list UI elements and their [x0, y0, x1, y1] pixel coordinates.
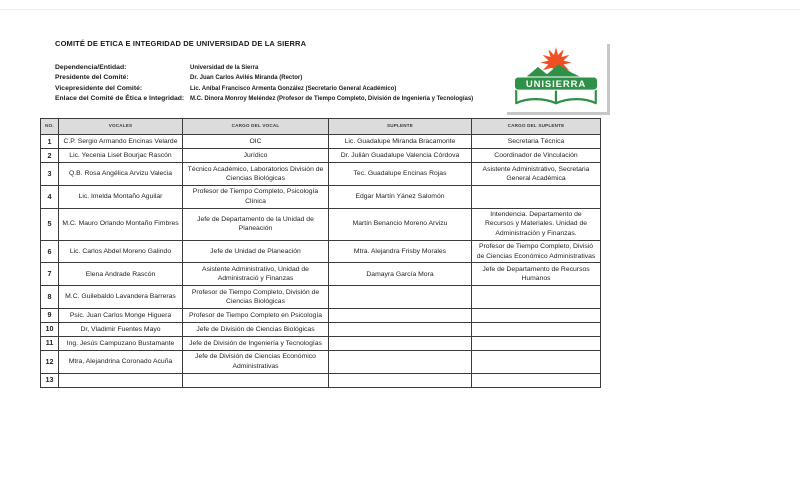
- committee-table-body: [41, 135, 601, 388]
- row-number-cell: 12: [41, 350, 59, 373]
- row-number-cell: 9: [41, 308, 59, 322]
- vocal-cell: Mtra, Alejandrina Coronado Acuña: [59, 350, 183, 373]
- suplente-cell: Martín Benancio Moreno Arvizu: [329, 208, 472, 240]
- unisierra-logo: [504, 41, 607, 112]
- table-row: [41, 322, 601, 336]
- suplente-cell: Tec. Guadalupe Encinas Rojas: [329, 163, 472, 186]
- cargo-suplente-cell: [472, 286, 601, 309]
- cargo-suplente-cell: [472, 185, 601, 208]
- row-number-cell: 13: [41, 373, 59, 387]
- cargo-vocal-cell: [183, 373, 329, 387]
- cargo-suplente-cell: Profesor de Tiempo Completo, Divisió de Ciencias Económico Administrativas: [472, 240, 601, 263]
- info-row-dependencia: [55, 64, 473, 71]
- suplente-cell: Dr. Julián Guadalupe Valencia Córdova: [329, 149, 472, 163]
- page-break-rule: [0, 9, 800, 10]
- row-number-cell: 11: [41, 336, 59, 350]
- cargo-vocal-cell: Jefe de División de Ciencias Económico Administrativas: [183, 350, 329, 373]
- cargo-vocal-cell: Asistente Administrativo, Unidad de Administració y Finanzas: [183, 263, 329, 286]
- cargo-vocal-cell: OIC: [183, 135, 329, 149]
- table-row: [41, 350, 601, 373]
- table-row: [41, 185, 601, 208]
- suplente-cell: Edgar Martín Yánez Salomón: [329, 185, 472, 208]
- table-row: [41, 208, 601, 240]
- committee-info-block: [55, 64, 473, 106]
- cargo-vocal-cell: Jefe de Unidad de Planeación: [183, 240, 329, 263]
- row-number-cell: 4: [41, 185, 59, 208]
- unisierra-logo-art: [509, 45, 603, 109]
- row-number-cell: 3: [41, 163, 59, 186]
- cargo-suplente-cell: [472, 308, 601, 322]
- table-row: [41, 135, 601, 149]
- cargo-suplente-cell: [472, 322, 601, 336]
- info-value: Universidad de la Sierra: [190, 65, 259, 71]
- header-vocales: VOCALES: [59, 119, 183, 135]
- info-row-enlace: [55, 95, 473, 102]
- table-row: [41, 336, 601, 350]
- table-row: [41, 240, 601, 263]
- header-cargo-suplente: CARGO DEL SUPLENTE: [472, 119, 601, 135]
- cargo-suplente-cell: Intendencia. Departamento de Recursos y Materiales. Unidad de Administración y Finanzas.: [472, 208, 601, 240]
- row-number-cell: 10: [41, 322, 59, 336]
- vocal-cell: Dr, Vladimir Fuentes Mayo: [59, 322, 183, 336]
- cargo-vocal-cell: Jurídico: [183, 149, 329, 163]
- cargo-vocal-cell: Profesor de Tiempo Completo, Psicología Clínica: [183, 185, 329, 208]
- vocal-cell: [59, 373, 183, 387]
- row-number-cell: 1: [41, 135, 59, 149]
- suplente-cell: Mtra. Alejandra Frisby Morales: [329, 240, 472, 263]
- suplente-cell: Damayra García Mora: [329, 263, 472, 286]
- cargo-vocal-cell: Jefe de Departamento de la Unidad de Planeación: [183, 208, 329, 240]
- table-row: [41, 308, 601, 322]
- info-label: Presidente del Comité:: [55, 74, 129, 82]
- cargo-suplente-cell: [472, 373, 601, 387]
- info-row-vicepresidente: [55, 85, 473, 92]
- cargo-vocal-cell: Jefe de División de Ingeniería y Tecnologías: [183, 336, 329, 350]
- vocal-cell: Q.B. Rosa Angélica Arvizu Valecia: [59, 163, 183, 186]
- vocal-cell: M.C. Guilebaldo Lavandera Barreras: [59, 286, 183, 309]
- table-row: [41, 373, 601, 387]
- vocal-cell: Lic. Yecenia Liset Bourjac Rascón: [59, 149, 183, 163]
- cargo-vocal-cell: Profesor de Tiempo Completo en Psicología: [183, 308, 329, 322]
- header-cargo-vocal: CARGO DEL VOCAL: [183, 119, 329, 135]
- header-no: NO.: [41, 119, 59, 135]
- suplente-cell: [329, 350, 472, 373]
- vocal-cell: Lic. Imelda Montaño Aguilar: [59, 185, 183, 208]
- header-suplente: SUPLENTE: [329, 119, 472, 135]
- cargo-suplente-cell: [472, 350, 601, 373]
- cargo-vocal-cell: Jefe de División de Ciencias Biológicas: [183, 322, 329, 336]
- vocal-cell: Ing. Jesús Campuzano Bustamante: [59, 336, 183, 350]
- info-label: Enlace del Comité de Ética e Integridad:: [55, 95, 185, 103]
- vocal-cell: C.P. Sergio Armando Encinas Velarde: [59, 135, 183, 149]
- suplente-cell: [329, 322, 472, 336]
- table-row: [41, 149, 601, 163]
- info-value: M.C. Dinora Monroy Meléndez (Profesor de Tiempo Completo, División de Ingeniería y Tecnologías): [190, 96, 474, 103]
- info-label: Dependencia/Entidad:: [55, 64, 127, 71]
- info-value: Lic. Aníbal Francisco Armenta González (Secretario General Académico): [190, 85, 397, 92]
- cargo-suplente-cell: [472, 336, 601, 350]
- info-row-presidente: [55, 74, 473, 81]
- cargo-vocal-cell: Profesor de Tiempo Completo, División de Ciencias Biológicas: [183, 286, 329, 309]
- banner: [514, 77, 597, 90]
- cargo-suplente-cell: Coordinador de Vinculación: [472, 149, 601, 163]
- cargo-suplente-cell: Asistente Administrativo, Secretaria General Académica: [472, 163, 601, 186]
- table-row: [41, 263, 601, 286]
- suplente-cell: [329, 308, 472, 322]
- suplente-cell: Lic. Guadalupe Miranda Bracamonte: [329, 135, 472, 149]
- table-header-row: [41, 119, 601, 135]
- row-number-cell: 5: [41, 208, 59, 240]
- row-number-cell: 8: [41, 286, 59, 309]
- cargo-suplente-cell: Secretaria Técnica: [472, 135, 601, 149]
- row-number-cell: 7: [41, 263, 59, 286]
- table-row: [41, 163, 601, 186]
- info-value: Dr. Juan Carlos Avilés Miranda (Rector): [190, 75, 303, 82]
- document-title: COMITÉ DE ETICA E INTEGRIDAD DE UNIVERSIDAD DE LA SIERRA: [55, 39, 307, 48]
- suplente-cell: [329, 286, 472, 309]
- suplente-cell: [329, 373, 472, 387]
- row-number-cell: 2: [41, 149, 59, 163]
- cargo-vocal-cell: Técnico Académico, Laboratorios División de Ciencias Biológicas: [183, 163, 329, 186]
- vocal-cell: Psic. Juan Carlos Monge Higuera: [59, 308, 183, 322]
- table-row: [41, 286, 601, 309]
- vocal-cell: Elena Andrade Rascón: [59, 263, 183, 286]
- cargo-suplente-cell: Jefe de Departamento de Recursos Humanos: [472, 263, 601, 286]
- row-number-cell: 6: [41, 240, 59, 263]
- suplente-cell: [329, 336, 472, 350]
- info-label: Vicepresidente del Comité:: [55, 84, 143, 92]
- committee-table: [40, 118, 601, 388]
- vocal-cell: Lic. Carlos Abdel Moreno Galindo: [59, 240, 183, 263]
- vocal-cell: M.C. Mauro Orlando Montaño Fimbres: [59, 208, 183, 240]
- logo-wordmark: UNISIERRA: [525, 78, 586, 90]
